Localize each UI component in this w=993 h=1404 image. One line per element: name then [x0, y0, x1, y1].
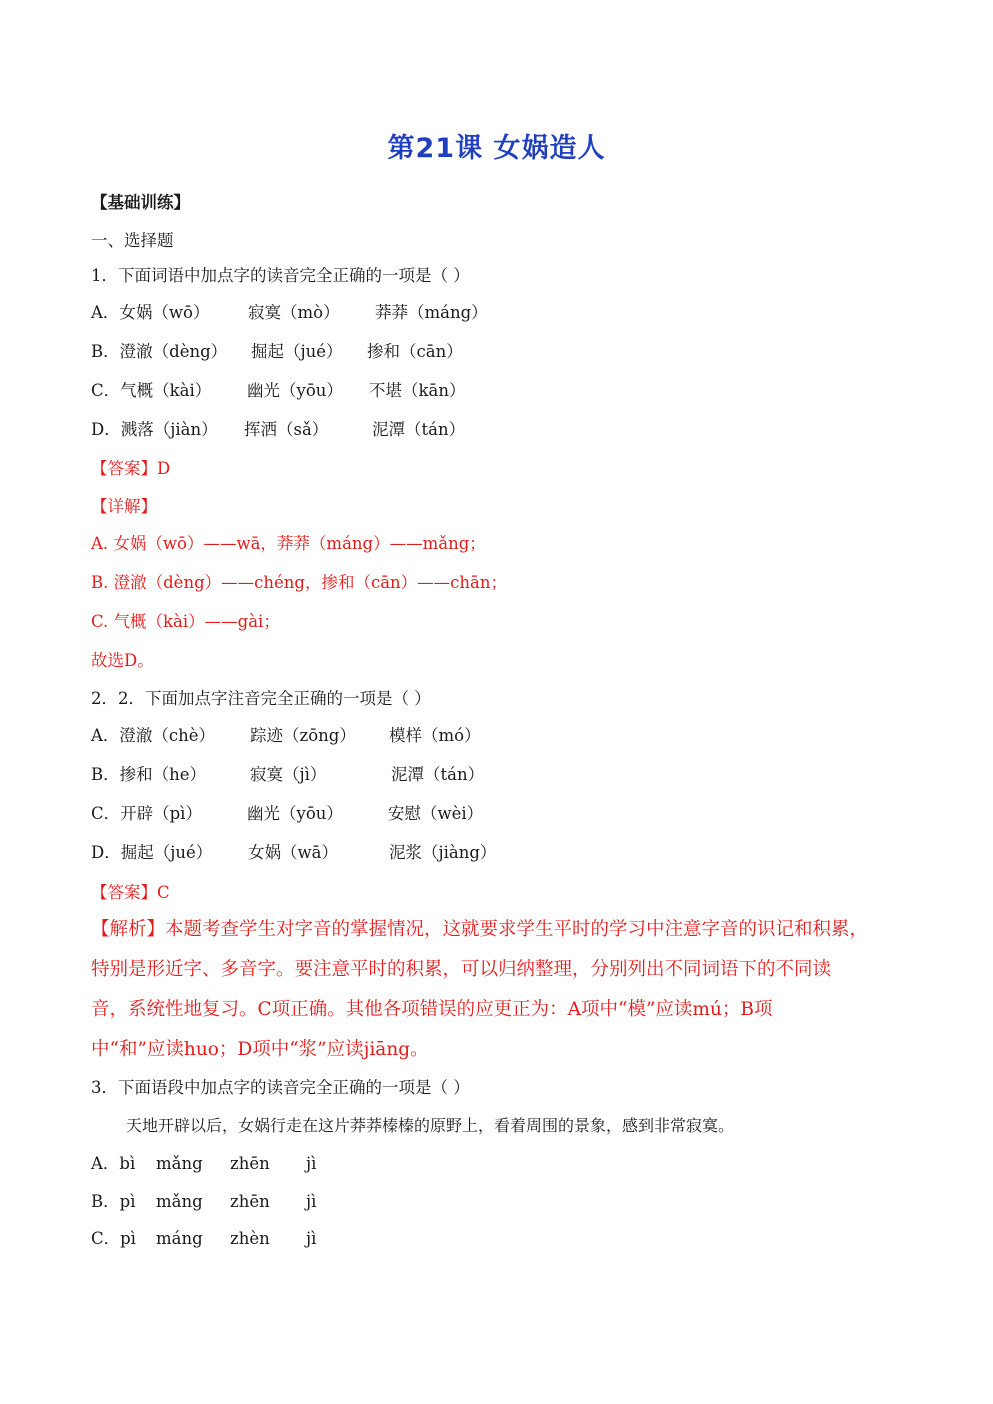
q3-option-a-pinyin1: A．bì [91, 1154, 136, 1173]
q1-option-c-word1: C．气概（kài） [91, 381, 212, 400]
q1-answer: 【答案】D [91, 459, 171, 478]
q3-option-c-pinyin3: zhèn [230, 1229, 270, 1248]
q2-analysis-line: 音，系统性地复习。C项正确。其他各项错误的应更正为：A项中“模”应读mú；B项 [91, 999, 773, 1020]
q2-option-d-word3: 泥浆（jiàng） [389, 843, 497, 862]
q2-option-d-word1: D．掘起（jué） [91, 843, 213, 862]
q2-option-c-word3: 安慰（wèi） [388, 804, 484, 823]
q2-option-a-word2: 踪迹（zōng） [250, 726, 356, 745]
q1-option-c-word3: 不堪（kān） [369, 381, 466, 400]
q3-option-c[interactable] [91, 1228, 351, 1250]
q2-option-c-word2: 幽光（yōu） [247, 804, 343, 823]
q2-option-b-word3: 泥潭（tán） [391, 765, 485, 784]
q2-stem: 2．2．下面加点字注音完全正确的一项是（ ） [91, 689, 431, 708]
q1-stem: 1．下面词语中加点字的读音完全正确的一项是（ ） [91, 266, 470, 285]
q1-explain-line: A. 女娲（wō）——wā，莽莽（máng）——mǎng； [91, 534, 486, 553]
q2-option-a-word3: 模样（mó） [389, 726, 481, 745]
q3-option-b-pinyin2: mǎng [156, 1192, 203, 1211]
q1-option-a-word1: A．女娲（wō） [91, 303, 210, 322]
q1-option-b-word2: 掘起（jué） [251, 342, 343, 361]
q1-option-d-word3: 泥潭（tán） [372, 420, 466, 439]
part-heading: 一、选择题 [91, 231, 174, 250]
q1-option-d-word2: 挥洒（sǎ） [244, 420, 329, 439]
q1-option-c-word2: 幽光（yōu） [247, 381, 343, 400]
q1-option-d[interactable] [91, 419, 511, 441]
q2-option-d-word2: 女娲（wā） [248, 843, 338, 862]
q3-option-b-pinyin4: jì [306, 1192, 317, 1211]
q2-analysis-line: 特别是形近字、多音字。要注意平时的积累，可以归纳整理，分别列出不同词语下的不同读 [91, 959, 832, 980]
q2-option-d[interactable] [91, 842, 511, 864]
q1-explain-label: 【详解】 [91, 497, 157, 516]
q3-option-c-pinyin1: C．pì [91, 1229, 136, 1248]
q3-option-a[interactable] [91, 1153, 351, 1175]
page-title: 第21课 女娲造人 [387, 133, 606, 164]
q1-option-d-word1: D．溅落（jiàn） [91, 420, 218, 439]
q1-explain-line: 故选D。 [91, 651, 154, 670]
q1-option-a[interactable] [91, 302, 511, 324]
q1-option-b[interactable] [91, 341, 511, 363]
q2-answer: 【答案】C [91, 883, 170, 902]
q3-option-c-pinyin2: máng [156, 1229, 203, 1248]
q1-option-a-word2: 寂寞（mò） [248, 303, 340, 322]
q2-option-b-word2: 寂寞（jì） [250, 765, 327, 784]
q3-option-c-pinyin4: jì [306, 1229, 317, 1248]
q3-option-b-pinyin1: B．pì [91, 1192, 136, 1211]
q3-option-a-pinyin2: mǎng [156, 1154, 203, 1173]
q2-option-b[interactable] [91, 764, 511, 786]
q1-option-c[interactable] [91, 380, 511, 402]
q3-option-a-pinyin4: jì [306, 1154, 317, 1173]
q1-option-b-word1: B．澄澈（dèng） [91, 342, 228, 361]
q2-option-b-word1: B．掺和（he） [91, 765, 207, 784]
section-heading: 【基础训练】 [91, 193, 190, 212]
q2-option-a[interactable] [91, 725, 511, 747]
q1-explain-line: C. 气概（kài）——gài； [91, 612, 280, 631]
q2-analysis-line: 中“和”应读huo；D项中“浆”应读jiāng。 [91, 1039, 429, 1060]
q1-option-a-word3: 莽莽（máng） [375, 303, 488, 322]
q3-passage: 天地开辟以后，女娲行走在这片莽莽榛榛的原野上，看着周围的景象，感到非常寂寞。 [126, 1116, 735, 1135]
q2-option-a-word1: A．澄澈（chè） [91, 726, 216, 745]
q2-option-c-word1: C．开辟（pì） [91, 804, 202, 823]
q3-stem: 3．下面语段中加点字的读音完全正确的一项是（ ） [91, 1078, 470, 1097]
q1-explain-line: B. 澄澈（dèng）——chéng，掺和（cān）——chān； [91, 573, 507, 592]
q2-option-c[interactable] [91, 803, 511, 825]
q3-option-b[interactable] [91, 1191, 351, 1213]
q1-option-b-word3: 掺和（cān） [367, 342, 463, 361]
q3-option-b-pinyin3: zhēn [230, 1192, 270, 1211]
q2-analysis-line: 【解析】本题考查学生对字音的掌握情况，这就要求学生平时的学习中注意字音的识记和积累， [91, 919, 869, 940]
q3-option-a-pinyin3: zhēn [230, 1154, 270, 1173]
